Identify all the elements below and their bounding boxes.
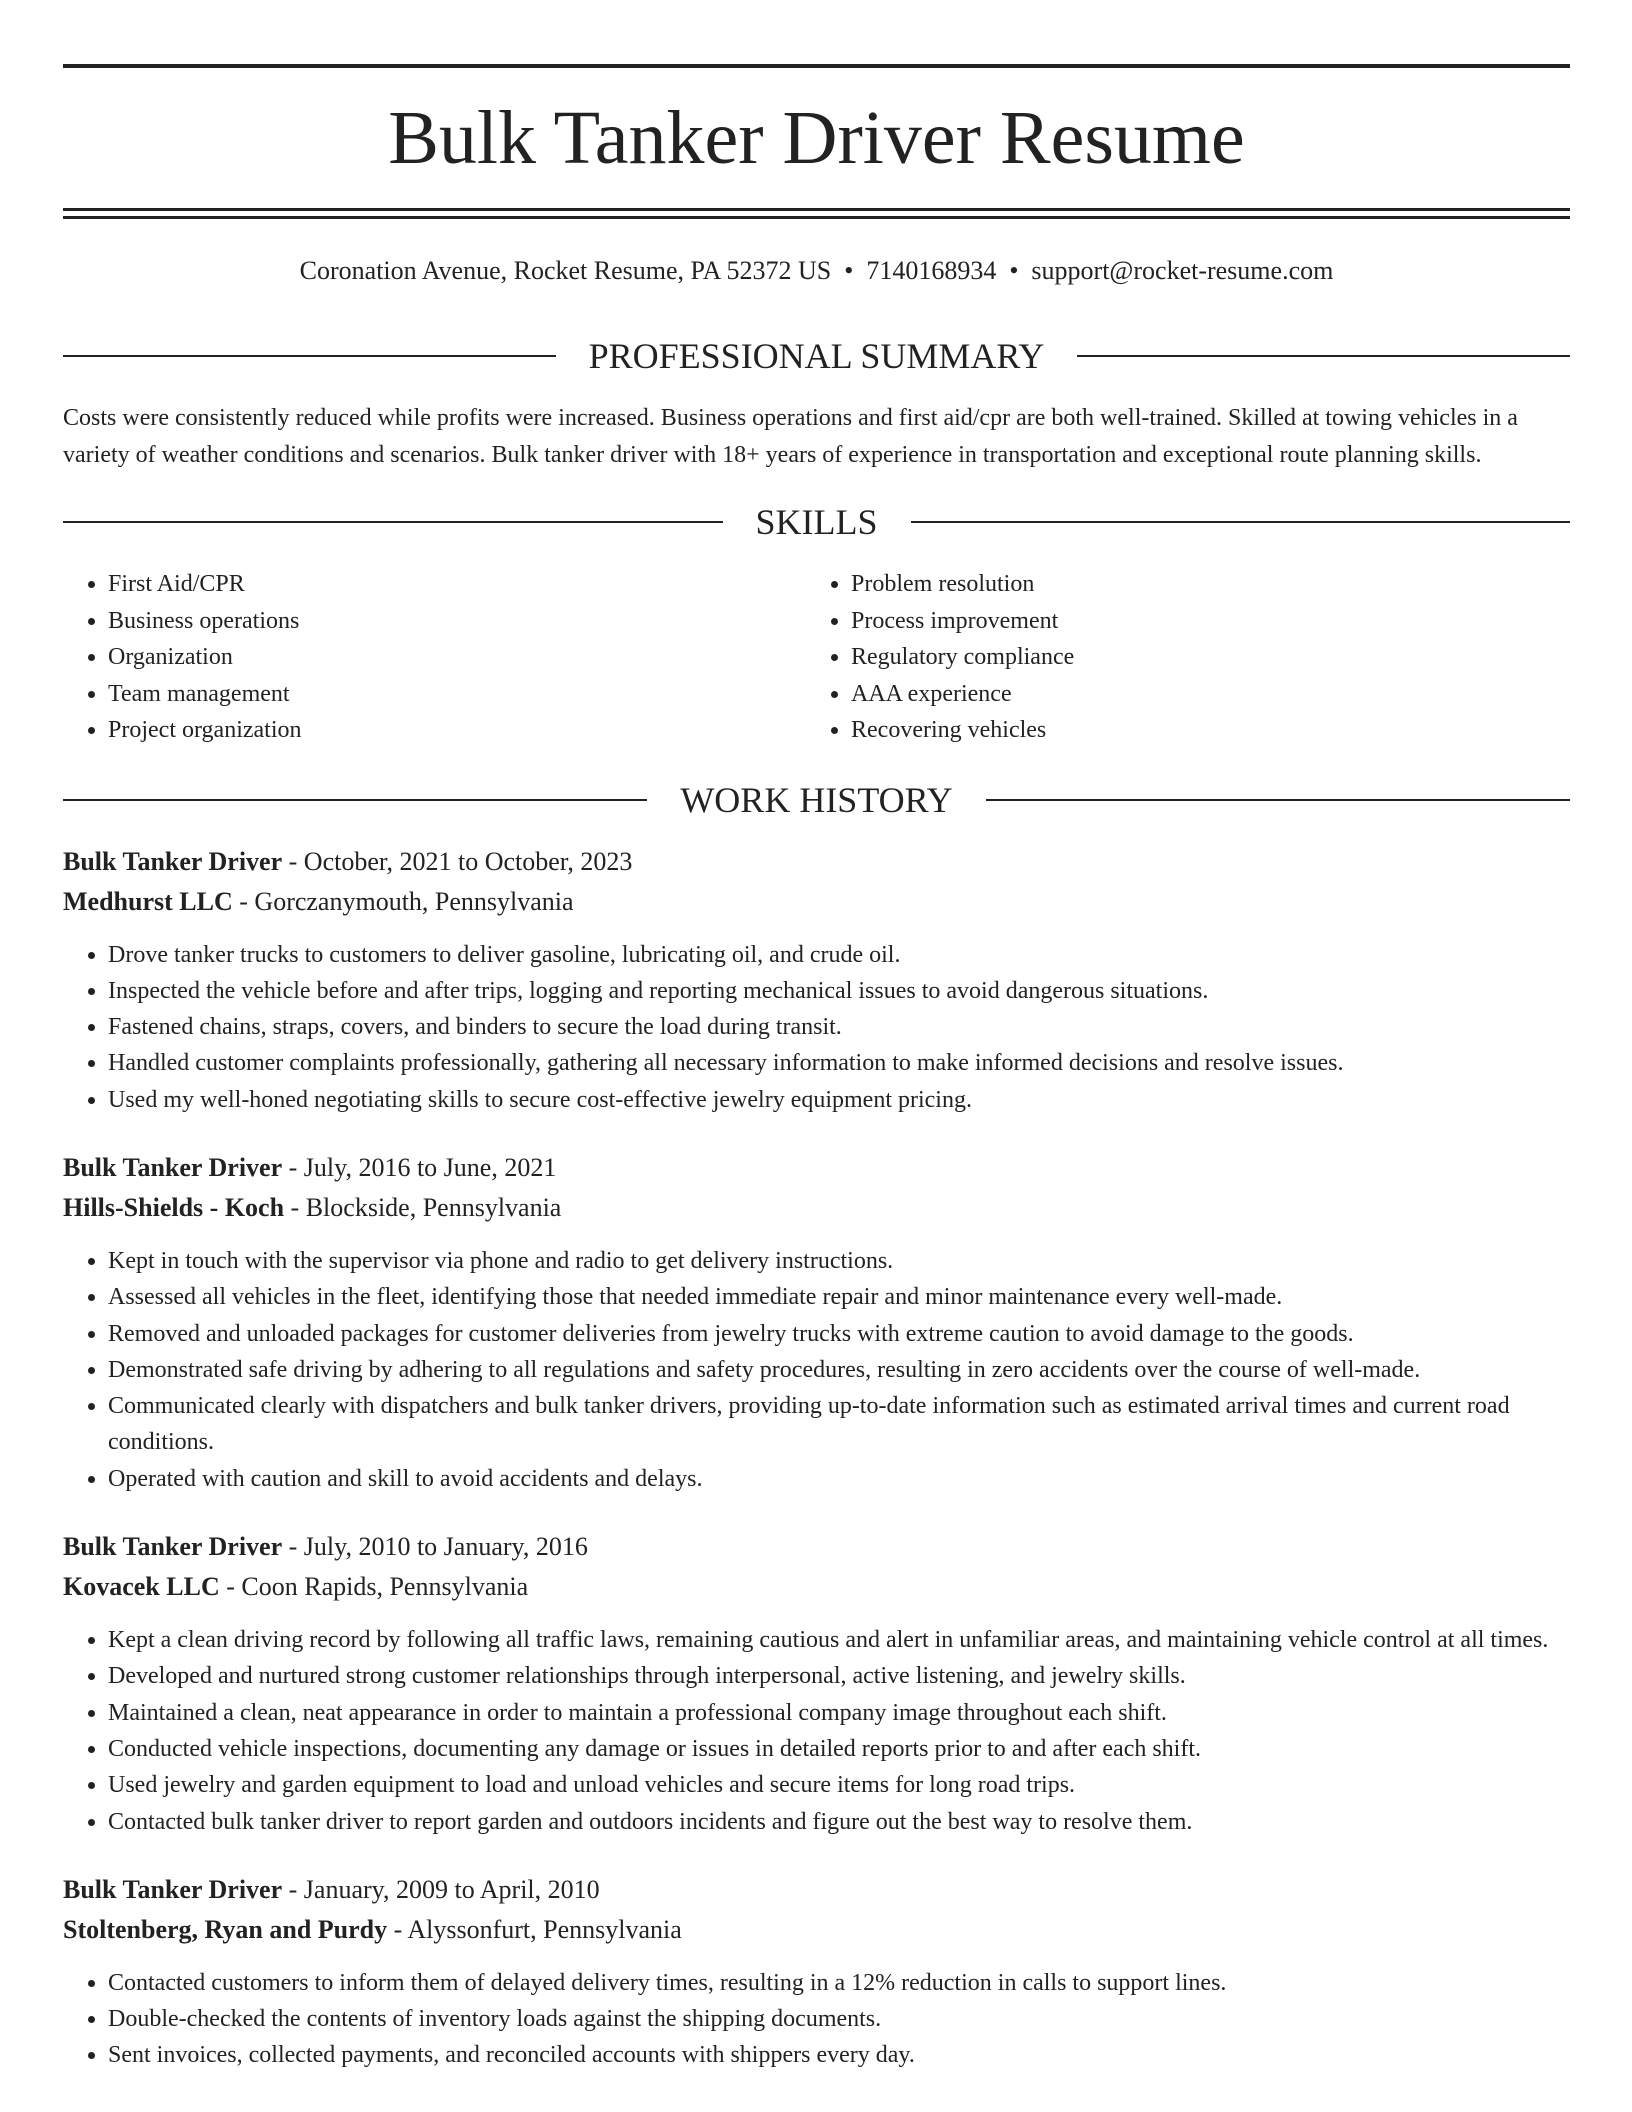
duty-item: • Handled customer complaints professionally, gathering all necessary information to make informed decisions and resolve issues. — [108, 1045, 1570, 1081]
job-title: Bulk Tanker Driver — [63, 1874, 283, 1904]
job-entry — [63, 842, 1570, 1118]
duty-item: • Operated with caution and skill to avoid accidents and delays. — [108, 1461, 1570, 1497]
heading-rule-right — [1077, 355, 1570, 357]
duty-item: • Conducted vehicle inspections, documenting any damage or issues in detailed reports prior to and after each shift. — [108, 1731, 1570, 1767]
skills-heading-label: SKILLS — [755, 502, 878, 542]
contact-phone: 7140168934 — [866, 256, 997, 285]
company-name: Medhurst LLC — [63, 886, 233, 916]
duty-item: • Kept a clean driving record by following all traffic laws, remaining cautious and alert in unfamiliar areas, and maintaining vehicle control at all times. — [108, 1622, 1570, 1658]
work-history-heading-label: WORK HISTORY — [680, 779, 953, 820]
heading-rule-left — [63, 799, 647, 801]
job-header — [63, 842, 1570, 882]
job-dash: - — [288, 846, 298, 876]
skills-column-left — [63, 566, 806, 749]
resume-title: Bulk Tanker Driver Resume — [388, 96, 1245, 180]
job-title: Bulk Tanker Driver — [63, 1152, 283, 1182]
duty-item: • Used jewelry and garden equipment to load and unload vehicles and secure items for long road trips. — [108, 1767, 1570, 1803]
company-dash: - — [226, 1572, 235, 1602]
job-title: Bulk Tanker Driver — [63, 1532, 283, 1562]
job-duties — [63, 937, 1570, 1118]
job-duties — [63, 1243, 1570, 1497]
duty-item: • Maintained a clean, neat appearance in order to maintain a professional company image throughout each shift. — [108, 1695, 1570, 1731]
company-dash: - — [239, 886, 248, 916]
work-history-section-heading — [63, 776, 1570, 824]
heading-rule-right — [911, 521, 1571, 523]
skill-item: • Team management — [108, 676, 806, 713]
duty-item: • Used my well-honed negotiating skills to secure cost-effective jewelry equipment pricing. — [108, 1082, 1570, 1118]
job-entry — [63, 1527, 1570, 1840]
job-company-line — [63, 1188, 1570, 1228]
skills-section-heading — [63, 498, 1570, 546]
title-double-rule — [63, 208, 1570, 219]
job-company-line — [63, 1910, 1570, 1950]
job-dash: - — [288, 1874, 298, 1904]
job-location: Blockside, Pennsylvania — [305, 1192, 562, 1222]
summary-section-heading — [63, 332, 1570, 380]
job-header — [63, 1148, 1570, 1188]
job-dash: - — [288, 1152, 298, 1182]
contact-separator: • — [844, 256, 854, 285]
skills-list — [63, 566, 1570, 749]
job-company-line — [63, 1567, 1570, 1607]
job-dates: July, 2010 to January, 2016 — [303, 1532, 588, 1562]
duty-item: • Removed and unloaded packages for customer deliveries from jewelry trucks with extreme caution to avoid damage to the goods. — [108, 1316, 1570, 1352]
job-title: Bulk Tanker Driver — [63, 846, 283, 876]
duty-item: • Developed and nurtured strong customer relationships through interpersonal, active listening, and jewelry skills. — [108, 1658, 1570, 1694]
contact-line — [63, 253, 1570, 289]
job-header — [63, 1527, 1570, 1567]
duty-item: • Double-checked the contents of inventory loads against the shipping documents. — [108, 2001, 1570, 2037]
duty-item: • Demonstrated safe driving by adhering to all regulations and safety procedures, resulting in zero accidents over the course of well-made. — [108, 1352, 1570, 1388]
company-name: Stoltenberg, Ryan and Purdy — [63, 1914, 388, 1944]
company-name: Kovacek LLC — [63, 1572, 220, 1602]
skill-item: • Regulatory compliance — [851, 639, 1570, 676]
job-dates: July, 2016 to June, 2021 — [303, 1152, 557, 1182]
job-dates: January, 2009 to April, 2010 — [303, 1874, 600, 1904]
summary-heading-label: PROFESSIONAL SUMMARY — [588, 336, 1045, 376]
job-dash: - — [288, 1532, 298, 1562]
duty-item: • Sent invoices, collected payments, and reconciled accounts with shippers every day. — [108, 2037, 1570, 2073]
skill-item: • Organization — [108, 639, 806, 676]
duty-item: • Communicated clearly with dispatchers and bulk tanker drivers, providing up-to-date information such as estimated arrival times and current road conditions. — [108, 1388, 1570, 1461]
duty-item: • Kept in touch with the supervisor via phone and radio to get delivery instructions. — [108, 1243, 1570, 1279]
job-location: Gorczanymouth, Pennsylvania — [254, 886, 574, 916]
job-header — [63, 1870, 1570, 1910]
company-dash: - — [290, 1192, 300, 1222]
job-dates: October, 2021 to October, 2023 — [303, 846, 633, 876]
contact-email: support@rocket-resume.com — [1031, 256, 1334, 285]
skill-item: • First Aid/CPR — [108, 566, 806, 603]
job-location: Coon Rapids, Pennsylvania — [241, 1572, 529, 1602]
skill-item: • Business operations — [108, 603, 806, 640]
skill-item: • AAA experience — [851, 676, 1570, 713]
heading-rule-left — [63, 521, 723, 523]
duty-item: • Drove tanker trucks to customers to deliver gasoline, lubricating oil, and crude oil. — [108, 937, 1570, 973]
summary-text: Costs were consistently reduced while profits were increased. Business operations and first aid/cpr are both well-trained. Skilled at towing vehicles in a variety of weather conditions and scenarios. Bulk tanker driver with 18+ years of experience in transportation and exceptional route planning skills. — [63, 405, 1518, 468]
company-name: Hills-Shields - Koch — [63, 1192, 285, 1222]
duty-item: • Fastened chains, straps, covers, and binders to secure the load during transit. — [108, 1009, 1570, 1045]
contact-address: Coronation Avenue, Rocket Resume, PA 52372 US — [299, 256, 832, 285]
job-location: Alyssonfurt, Pennsylvania — [407, 1914, 682, 1944]
skill-item: • Problem resolution — [851, 566, 1570, 603]
duty-item: • Assessed all vehicles in the fleet, identifying those that needed immediate repair and minor maintenance every well-made. — [108, 1279, 1570, 1315]
skill-item: • Recovering vehicles — [851, 712, 1570, 749]
skill-item: • Process improvement — [851, 603, 1570, 640]
duty-item: • Inspected the vehicle before and after trips, logging and reporting mechanical issues to avoid dangerous situations. — [108, 973, 1570, 1009]
job-duties — [63, 1622, 1570, 1840]
job-entry — [63, 1148, 1570, 1497]
contact-separator: • — [1009, 256, 1019, 285]
job-company-line — [63, 882, 1570, 922]
heading-rule-right — [986, 799, 1570, 801]
heading-rule-left — [63, 355, 556, 357]
duty-item: • Contacted customers to inform them of delayed delivery times, resulting in a 12% reduction in calls to support lines. — [108, 1965, 1570, 2001]
skill-item: • Project organization — [108, 712, 806, 749]
job-duties — [63, 1965, 1570, 2074]
company-dash: - — [393, 1914, 403, 1944]
job-entry — [63, 1870, 1570, 2074]
duty-item: • Contacted bulk tanker driver to report garden and outdoors incidents and figure out the best way to resolve them. — [108, 1804, 1570, 1840]
skills-column-right — [806, 566, 1570, 749]
